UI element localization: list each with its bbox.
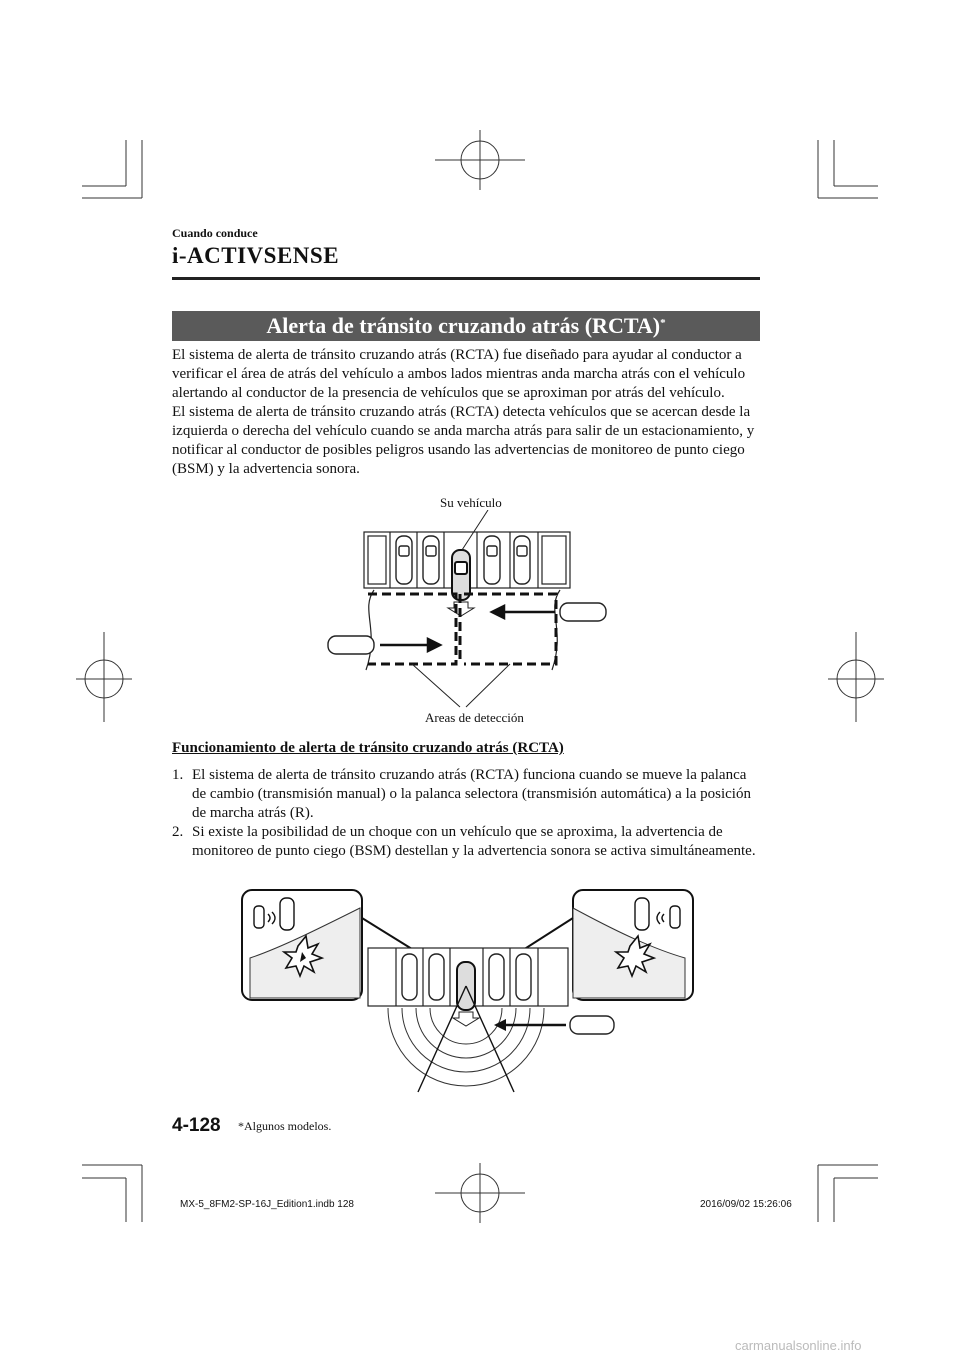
intro-paragraph-1: El sistema de alerta de tránsito cruzando atrás (RCTA) fue diseñado para ayudar al conductor a verificar el área de atrás del vehículo a ambos lados mientras anda marcha atrás con el vehículo alertando al conductor de la presencia de vehículos que se aproximan por atrás del vehículo.	[172, 347, 746, 401]
step-text: El sistema de alerta de tránsito cruzando atrás (RCTA) funciona cuando se mueve la palanca de cambio (transmisión manual) o la palanca selectora (transmisión automática) a la posición de marcha atrás (R).	[192, 767, 751, 821]
intro-paragraph-2: El sistema de alerta de tránsito cruzando atrás (RCTA) detecta vehículos que se acercan desde la izquierda o derecha del vehículo cuando se anda marcha atrás para salir de un estacionamiento, y notificar al conductor de posibles peligros usando las advertencias de monitoreo de punto ciego (BSM) y la advertencia sonora.	[172, 404, 755, 477]
title-banner	[172, 311, 760, 341]
approaching-car-icon	[570, 1016, 614, 1034]
operation-heading: Funcionamiento de alerta de tránsito cruzando atrás (RCTA)	[172, 740, 564, 756]
step-number: 2.	[172, 824, 184, 840]
step-text: Si existe la posibilidad de un choque con un vehículo que se aproxima, la advertencia de monitoreo de punto ciego (BSM) destellan y la advertencia sonora se activa simultáneamente.	[192, 824, 756, 859]
label-detection-areas: Areas de detección	[425, 710, 524, 725]
header-rule	[172, 277, 760, 280]
left-mirror-warning-icon	[242, 890, 362, 1000]
approaching-car-right-icon	[560, 603, 606, 621]
operation-steps	[172, 766, 760, 861]
banner-title: Alerta de tránsito cruzando atrás (RCTA)	[266, 313, 661, 338]
footnote: *Algunos modelos.	[238, 1119, 332, 1133]
step-item	[172, 823, 760, 861]
section-label: Cuando conduce	[172, 226, 258, 240]
step-item	[172, 766, 760, 823]
label-your-vehicle: Su vehículo	[440, 495, 502, 510]
step-number: 1.	[172, 767, 184, 783]
section-title: i-ACTIVSENSE	[172, 243, 340, 268]
approaching-car-left-icon	[328, 636, 374, 654]
right-mirror-warning-icon	[573, 890, 693, 1000]
page-number: 4-128	[172, 1115, 221, 1136]
detection-areas-figure	[320, 510, 620, 710]
print-date: 2016/09/02 15:26:06	[700, 1199, 792, 1210]
warning-illustration	[240, 888, 695, 1093]
intro-text	[172, 346, 760, 479]
banner-asterisk: *	[660, 317, 666, 329]
print-file-name: MX-5_8FM2-SP-16J_Edition1.indb 128	[180, 1199, 354, 1210]
watermark: carmanualsonline.info	[735, 1338, 862, 1353]
